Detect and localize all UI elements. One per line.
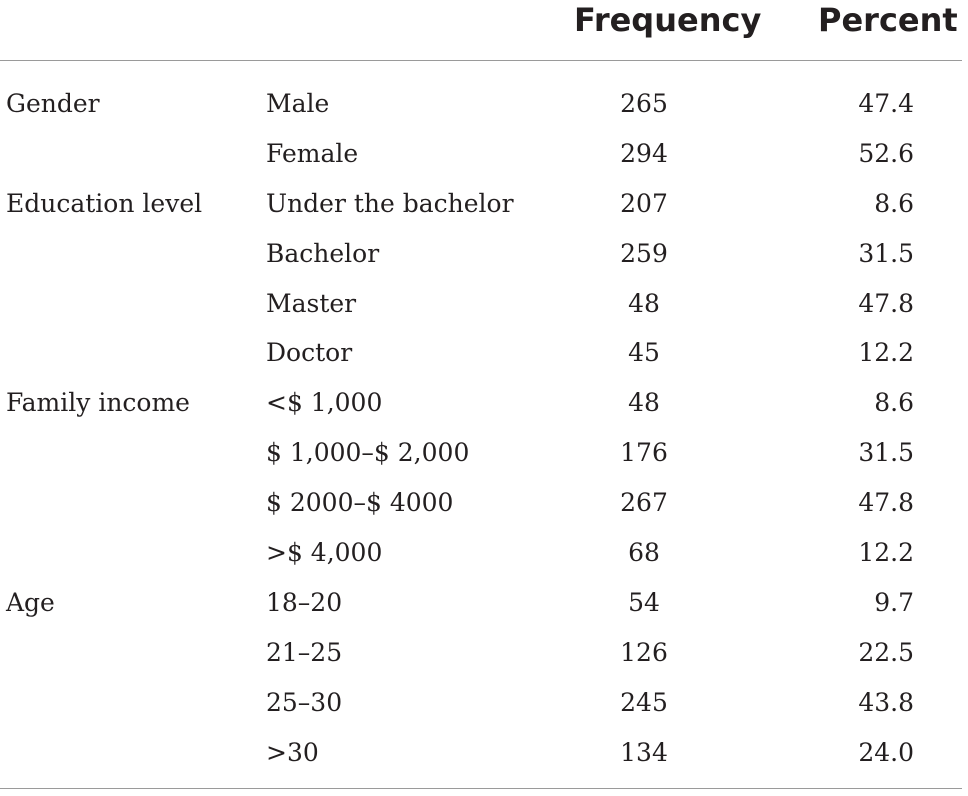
percent-cell: 24.0 [858,737,914,767]
percent-cell: 9.7 [874,587,914,617]
percent-cell: 8.6 [874,388,914,418]
subcategory-cell: Doctor [266,338,353,368]
subcategory-cell: >$ 4,000 [266,538,383,568]
subcategory-cell: >30 [266,737,319,767]
table-header [0,0,962,60]
table-row [0,628,962,678]
frequency-cell: 68 [628,538,660,568]
table-row [0,678,962,728]
frequency-cell: 267 [620,488,668,518]
frequency-cell: 265 [620,89,668,118]
frequency-cell: 45 [628,338,660,368]
top-rule [0,60,962,61]
percent-cell: 43.8 [858,687,914,717]
frequency-cell: 207 [620,188,668,218]
percent-cell: 52.6 [858,138,914,168]
subcategory-cell: Master [266,288,357,318]
frequency-cell: 48 [628,288,660,318]
subcategory-cell: $ 1,000–$ 2,000 [266,438,470,468]
frequency-cell: 54 [628,587,660,617]
bottom-rule [0,788,962,789]
percent-cell: 47.4 [858,89,914,118]
percent-cell: 31.5 [858,238,914,268]
table-row [0,528,962,578]
percent-cell: 8.6 [874,188,914,218]
subcategory-cell: 25–30 [266,687,343,717]
frequency-cell: 245 [620,687,668,717]
frequency-cell: 259 [620,238,668,268]
table-row [0,129,962,179]
table-row [0,328,962,378]
category-cell: Family income [6,388,190,418]
percent-cell: 12.2 [858,538,914,568]
frequency-cell: 294 [620,138,668,168]
table-row [0,428,962,478]
header-percent: Percent [818,1,958,39]
subcategory-cell: 18–20 [266,587,343,617]
frequency-cell: 126 [620,637,668,667]
subcategory-cell: Female [266,138,359,168]
category-cell: Age [6,587,55,617]
percent-cell: 22.5 [858,637,914,667]
category-cell: Education level [6,188,203,218]
frequency-cell: 48 [628,388,660,418]
percent-cell: 47.8 [858,288,914,318]
subcategory-cell: <$ 1,000 [266,388,383,418]
table-row [0,478,962,528]
table-row [0,229,962,279]
subcategory-cell: Male [266,89,330,118]
subcategory-cell: 21–25 [266,637,343,667]
percent-cell: 47.8 [858,488,914,518]
table-row [0,728,962,778]
table-row [0,179,962,229]
table-row [0,578,962,628]
table-row [0,378,962,428]
subcategory-cell: $ 2000–$ 4000 [266,488,454,518]
frequency-cell: 176 [620,438,668,468]
subcategory-cell: Under the bachelor [266,188,514,218]
table-row [0,79,962,129]
table-body [0,79,962,777]
percent-cell: 12.2 [858,338,914,368]
percent-cell: 31.5 [858,438,914,468]
table-row [0,279,962,329]
category-cell: Gender [6,89,100,118]
header-frequency: Frequency [574,1,762,39]
subcategory-cell: Bachelor [266,238,380,268]
frequency-cell: 134 [620,737,668,767]
